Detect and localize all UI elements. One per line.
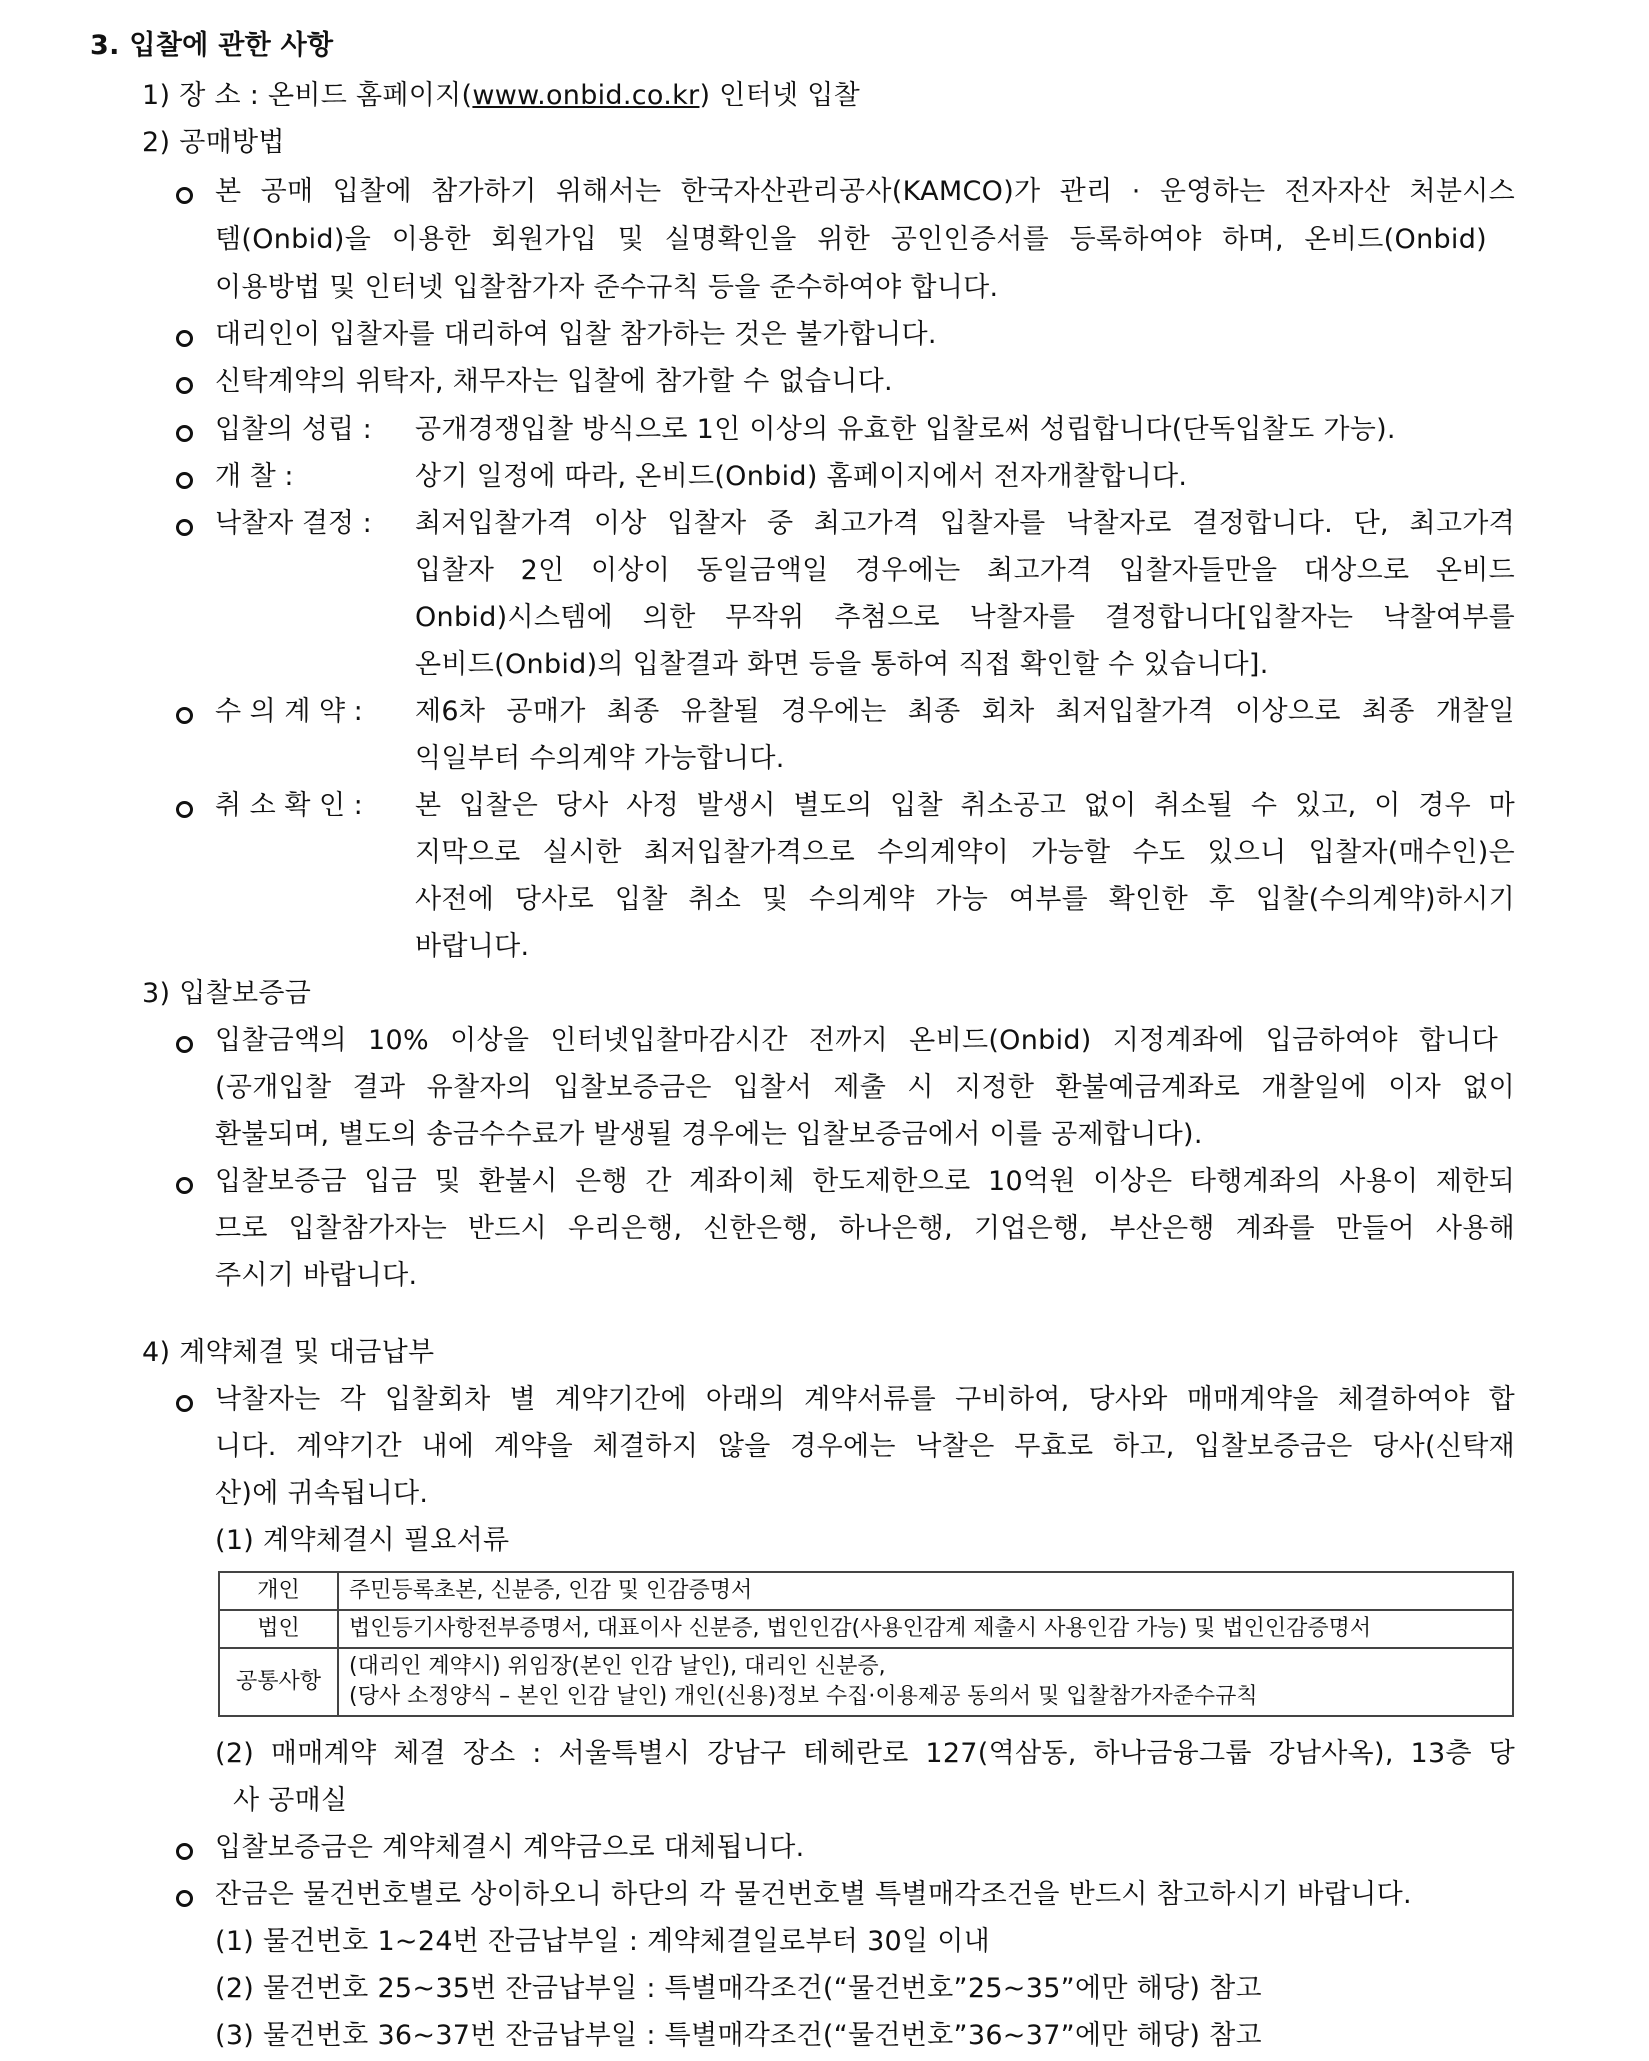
contract-item-1-line-3: 산)에 귀속됩니다. [215,1478,429,1509]
table-row [219,1610,1513,1648]
table-cell-key: 개인 [219,1572,338,1610]
deposit-heading: 3) 입찰보증금 [142,978,312,1009]
bullet-icon [176,519,193,536]
place-rest: ) 인터넷 입찰 [699,80,860,111]
bid-formation-label: 입찰의 성립 : [215,414,372,445]
deposit-item-2-line-2: 므로 입찰참가자는 반드시 우리은행, 신한은행, 하나은행, 기업은행, 부산은행 계좌를 만들어 사용해 [215,1213,1515,1244]
bullet-icon [176,472,193,489]
payment-item-2: (2) 물건번호 25~35번 잔금납부일 : 특별매각조건(“물건번호”25~35”에만 해당) 참고 [215,1973,1262,2004]
deposit-item-1-line-3: 환불되며, 별도의 송금수수료가 발생될 경우에는 입찰보증금에서 이를 공제합니다). [215,1119,1203,1150]
cancel-check-line-4: 바랍니다. [415,931,530,962]
table-cell-value: 법인등기사항전부증명서, 대표이사 신분증, 법인인감(사용인감계 제출시 사용인감 가능) 및 법인인감증명서 [338,1610,1513,1648]
place-line [142,78,860,114]
winner-decision-line-3: Onbid)시스템에 의한 무작위 추첨으로 낙찰자를 결정합니다[입찰자는 낙찰여부를 [415,602,1515,633]
cancel-check-label: 취 소 확 인 : [215,790,363,821]
bullet-icon [176,425,193,442]
table-cell-key: 법인 [219,1610,338,1648]
table-cell-value [338,1648,1513,1716]
bullet-icon [176,1177,193,1194]
deposit-item-2-line-1: 입찰보증금 입금 및 환불시 은행 간 계좌이체 한도제한으로 10억원 이상은 타행계좌의 사용이 제한되 [215,1166,1515,1197]
bullet-icon [176,1395,193,1412]
winner-decision-line-2: 입찰자 2인 이상이 동일금액일 경우에는 최고가격 입찰자들만을 대상으로 온비드 [415,555,1515,586]
winner-decision-label: 낙찰자 결정 : [215,508,372,539]
cancel-check-line-3: 사전에 당사로 입찰 취소 및 수의계약 가능 여부를 확인한 후 입찰(수의계약)하시기 [415,884,1515,915]
table-row [219,1572,1513,1610]
bullet-icon [176,1843,193,1860]
bullet-icon [176,377,193,394]
contract-item-1-line-2: 니다. 계약기간 내에 계약을 체결하지 않을 경우에는 낙찰은 무효로 하고, 입찰보증금은 당사(신탁재 [215,1431,1515,1462]
bid-formation-text: 공개경쟁입찰 방식으로 1인 이상의 유효한 입찰로써 성립합니다(단독입찰도 가능). [415,414,1396,445]
table-cell-value: 주민등록초본, 신분증, 인감 및 인감증명서 [338,1572,1513,1610]
private-contract-line-2: 익일부터 수의계약 가능합니다. [415,743,785,774]
deposit-item-2-line-3: 주시기 바랍니다. [215,1260,418,1291]
bullet-icon [176,1036,193,1053]
bullet-icon [176,1890,193,1907]
method-item-1-line-2: 템(Onbid)을 이용한 회원가입 및 실명확인을 위한 공인인증서를 등록하여야 하며, 온비드(Onbid) [215,224,1487,255]
method-item-1-line-1: 본 공매 입찰에 참가하기 위해서는 한국자산관리공사(KAMCO)가 관리 · 운영하는 전자자산 처분시스 [215,176,1515,207]
contract-place-line-2: 사 공매실 [233,1785,348,1816]
payment-item-1: (1) 물건번호 1~24번 잔금납부일 : 계약체결일로부터 30일 이내 [215,1926,991,1957]
contract-place-line-1: (2) 매매계약 체결 장소 : 서울특별시 강남구 테헤란로 127(역삼동, 하나금융그룹 강남사옥), 13층 당 [215,1738,1515,1769]
contract-item-3: 잔금은 물건번호별로 상이하오니 하단의 각 물건번호별 특별매각조건을 반드시 참고하시기 바랍니다. [215,1879,1412,1910]
deposit-item-1-line-1: 입찰금액의 10% 이상을 인터넷입찰마감시간 전까지 온비드(Onbid) 지정계좌에 입금하여야 합니다 [215,1025,1498,1056]
contract-item-2: 입찰보증금은 계약체결시 계약금으로 대체됩니다. [215,1832,805,1863]
contract-item-1-line-1: 낙찰자는 각 입찰회차 별 계약기간에 아래의 계약서류를 구비하여, 당사와 매매계약을 체결하여야 합 [215,1384,1515,1415]
winner-decision-line-4: 온비드(Onbid)의 입찰결과 화면 등을 통하여 직접 확인할 수 있습니다]. [415,649,1269,680]
method-item-2: 대리인이 입찰자를 대리하여 입찰 참가하는 것은 불가합니다. [215,319,937,350]
table-cell-key: 공통사항 [219,1648,338,1716]
required-docs-heading: (1) 계약체결시 필요서류 [215,1525,510,1556]
contract-heading: 4) 계약체결 및 대금납부 [142,1337,435,1368]
method-heading: 2) 공매방법 [142,127,285,158]
bullet-icon [176,801,193,818]
method-item-3: 신탁계약의 위탁자, 채무자는 입찰에 참가할 수 없습니다. [215,366,893,397]
onbid-link[interactable]: www.onbid.co.kr [472,80,700,111]
section-title: 3. 입찰에 관한 사항 [90,30,334,61]
table-row [219,1648,1513,1716]
winner-decision-line-1: 최저입찰가격 이상 입찰자 중 최고가격 입찰자를 낙찰자로 결정합니다. 단, 최고가격 [415,508,1515,539]
table-cell-line: (당사 소정양식 – 본인 인감 날인) 개인(신용)정보 수집·이용제공 동의서 및 입찰참가자준수규칙 [349,1684,1258,1709]
cancel-check-line-2: 지막으로 실시한 최저입찰가격으로 수의계약이 가능할 수도 있으니 입찰자(매수인)은 [415,837,1515,868]
payment-item-3: (3) 물건번호 36~37번 잔금납부일 : 특별매각조건(“물건번호”36~37”에만 해당) 참고 [215,2020,1262,2051]
private-contract-label: 수 의 계 약 : [215,696,363,727]
private-contract-line-1: 제6차 공매가 최종 유찰될 경우에는 최종 회차 최저입찰가격 이상으로 최종 개찰일 [415,696,1515,727]
bullet-icon [176,187,193,204]
place-label: 1) 장 소 : 온비드 홈페이지( [142,80,473,111]
table-cell-line: (대리인 계약시) 위임장(본인 인감 날인), 대리인 신분증, [349,1654,886,1679]
required-docs-table [218,1571,1514,1717]
deposit-item-1-line-2: (공개입찰 결과 유찰자의 입찰보증금은 입찰서 제출 시 지정한 환불예금계좌로 개찰일에 이자 없이 [215,1072,1515,1103]
bullet-icon [176,330,193,347]
bullet-icon [176,707,193,724]
method-item-1-line-3: 이용방법 및 인터넷 입찰참가자 준수규칙 등을 준수하여야 합니다. [215,272,999,303]
opening-label: 개 찰 : [215,461,294,492]
cancel-check-line-1: 본 입찰은 당사 사정 발생시 별도의 입찰 취소공고 없이 취소될 수 있고, 이 경우 마 [415,790,1515,821]
opening-text: 상기 일정에 따라, 온비드(Onbid) 홈페이지에서 전자개찰합니다. [415,461,1188,492]
